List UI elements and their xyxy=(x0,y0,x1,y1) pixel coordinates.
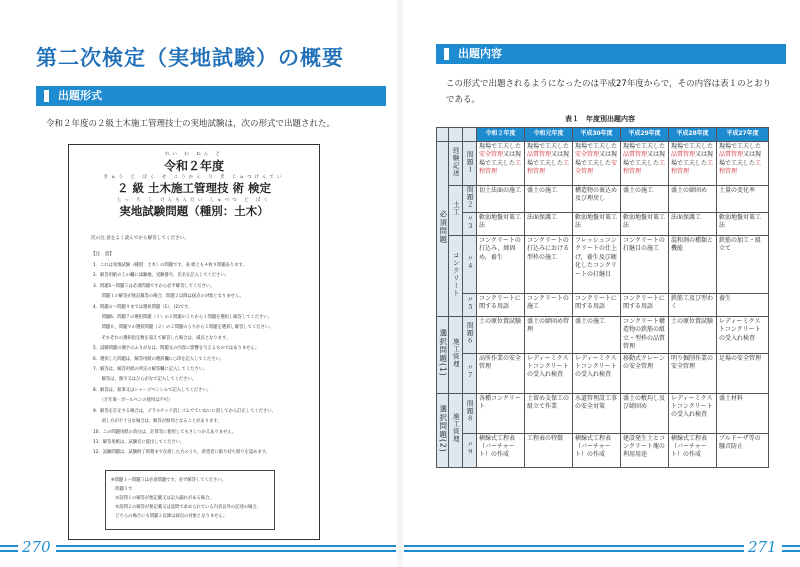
exam-q-line: 問題１で xyxy=(111,487,133,492)
category-experience: 経験記述 xyxy=(449,142,463,186)
footer-stripe-right-long xyxy=(404,545,744,552)
table-cell: レディーミクストコンクリートの受入れ検査 xyxy=(669,393,717,433)
question-number: 〃９ xyxy=(463,433,477,467)
table-row xyxy=(437,353,769,393)
exam-required-notice-box xyxy=(105,470,275,530)
table-cell: 横線式工程表（バーチャート）の作成 xyxy=(477,433,525,467)
table-cell: レディーミクストコンクリートの受入れ検査 xyxy=(525,353,573,393)
table-row xyxy=(437,212,769,235)
table-cell: 養生 xyxy=(717,293,769,316)
exam-q-line: ②設問２の解答が無記載又は設問で求められている内容以外の記述の場合， xyxy=(111,505,261,510)
section-heading-content: 出題内容 xyxy=(436,44,786,64)
footer-stripe-left xyxy=(0,545,18,552)
exam-note: 問題6，問題７の選択問題（１）の２問題のうちから１問題を選択し解答してください。 xyxy=(93,315,272,321)
question-number: 〃４ xyxy=(463,235,477,293)
table-cell: 明り掘削作業の安全管理 xyxy=(669,353,717,393)
table-row xyxy=(437,186,769,213)
table-cell: 構造物の裏込め及び埋戻し xyxy=(573,186,621,213)
table-cell: 軟弱地盤対策工法 xyxy=(477,212,525,235)
table-cell: 現場で工夫した安全管理又は現場で工夫した工程管理 xyxy=(477,142,525,186)
table-cell: 土量の変化率 xyxy=(717,186,769,213)
header-year: 令和元年度 xyxy=(525,128,573,142)
table-cell: 各種コンクリート xyxy=(477,393,525,433)
header-corner xyxy=(437,128,449,142)
footer-stripe-left-long xyxy=(56,545,396,552)
category-earthwork: 土工 xyxy=(449,186,463,236)
group-required: 必須問題 xyxy=(437,142,449,317)
group-selection-2: 選択問題(2) xyxy=(437,393,449,467)
right-page xyxy=(400,0,800,567)
table-cell: 法面保護工 xyxy=(669,212,717,235)
table-cell: 土留め支保工の組立て作業 xyxy=(525,393,573,433)
exam-title-type: 実地試験問題（種別：土木） xyxy=(119,204,269,218)
intro-text: 令和２年度の２級土木施工管理技士の実地試験は，次の形式で出題された。 xyxy=(46,119,336,129)
table-cell: コンクリートの打込み，締固め，養生 xyxy=(477,235,525,293)
header-corner xyxy=(463,128,477,142)
table-cell: 土の原位置試験 xyxy=(477,316,525,353)
exam-notice-heading: 【注 意】 xyxy=(91,252,114,257)
exam-q-line: ※問題１～問題５は必須問題です。必ず解答してください。 xyxy=(111,478,226,483)
table-cell: 水道管埋設工事の安全対策 xyxy=(573,393,621,433)
table-cell: 高所作業の安全管理 xyxy=(477,353,525,393)
table-cell: 移動式クレーンの安全管理 xyxy=(621,353,669,393)
table-row xyxy=(437,293,769,316)
exam-title-grade: ２ 級 土木施工管理技 術 検定 xyxy=(116,181,271,195)
exam-note: 9．解答を訂正する場合は，プラスチック消しゴムでていねいに消してから訂正してください。 xyxy=(93,408,276,414)
header-corner xyxy=(449,128,463,142)
table-cell: 足場の安全管理 xyxy=(717,353,769,393)
table-cell: コンクリートに関する用語 xyxy=(621,293,669,316)
exam-note: 11．解答用紙は，試験官に提出してください。 xyxy=(93,439,185,445)
exam-note: 1．これは実地試験（種別：土木）の問題です。表 紙とも４枚９問題あります。 xyxy=(93,263,247,268)
table-cell: 現場で工夫した品質管理又は現場で工夫した工程管理 xyxy=(621,142,669,186)
table-row xyxy=(437,142,769,186)
table-cell: コンクリートに関する用語 xyxy=(573,293,621,316)
header-year: 令和２年度 xyxy=(477,128,525,142)
table-cell: 横線式工程表（バーチャート）の作成 xyxy=(573,433,621,467)
category-concrete: コンクリート xyxy=(449,235,463,316)
table-cell: コンクリート構造物の鉄筋の組立・型枠の品質管理 xyxy=(621,316,669,353)
exam-note: それぞれの選択指定数を超えて解答した場合は，減点となります。 xyxy=(93,335,231,341)
question-number: 〃７ xyxy=(463,353,477,393)
header-year: 平成29年度 xyxy=(621,128,669,142)
exam-note: 消し方が不十分な場合は，解答が無効となることがあります。 xyxy=(93,419,222,425)
table-cell: 軟弱地盤対策工法 xyxy=(621,212,669,235)
table-row xyxy=(437,316,769,353)
page-number-left: 270 xyxy=(22,538,51,556)
exam-ruby-3: じっ ち し けんもんだい しゅべつ ど ぼく xyxy=(116,198,272,203)
table-row xyxy=(437,433,769,467)
exam-q-line: どちらの場合にも問題２以降は採点の対象となりません。 xyxy=(111,514,228,519)
table-cell: フレッシュコンクリートの仕上げ，養生及び硬化したコンクリートの打継目 xyxy=(573,235,621,293)
group-selection-1: 選択問題(1) xyxy=(437,316,449,393)
table-cell: 盛土の施工 xyxy=(525,186,573,213)
table-cell: 現場で工夫した品質管理又は現場で工夫した工程管理 xyxy=(669,142,717,186)
table-cell: 土の原位置試験 xyxy=(669,316,717,353)
exam-ruby-1: れい わ ねん ど xyxy=(164,152,224,157)
table-header-row xyxy=(437,128,769,142)
footer-stripe-right xyxy=(782,545,800,552)
intro-text-right: この形式で出題されるようになったのは平成27年度からで，その内容は表１のとおりである。 xyxy=(446,79,772,105)
table-title: 表１ 年度別出題内容 xyxy=(565,115,635,123)
table-cell: 盛土の締固め xyxy=(669,186,717,213)
exam-note: （万年筆・ボールペンの使用は不可） xyxy=(93,398,173,404)
exam-note: 8．解答は，鉛筆又はシャープペンシルで記入してください。 xyxy=(93,387,212,393)
exam-q-line: ①設問１の解答が無記載又は記入漏れがある場合， xyxy=(111,496,214,501)
category-management-1: 施工管理 xyxy=(449,316,463,393)
exam-cover-sheet xyxy=(68,144,320,540)
table-cell: 現場で工夫した安全管理又は現場で工夫した安全管理 xyxy=(573,142,621,186)
table-cell: ブルドーザ等の騒音防止 xyxy=(717,433,769,467)
question-number: 問題６ xyxy=(463,316,477,353)
table-cell: 鉄筋工及び型わく xyxy=(669,293,717,316)
table-cell: 盛土の締固め管理 xyxy=(525,316,573,353)
exam-note: 解答は，漢字又はひらがなで記入してください。 xyxy=(93,377,197,383)
exam-note: 5．試験問題の漢字のふりがなは，問題文の内容に影響を与えるものではありません。 xyxy=(93,346,260,352)
exam-title-year: 令和２年度 xyxy=(163,159,224,173)
category-management-2: 施工管理 xyxy=(449,393,463,467)
table-cell: レディーミクストコンクリートの受入れ検査 xyxy=(573,353,621,393)
exam-lead: 次の注 意をよく読んでから解答してください。 xyxy=(91,236,189,241)
exam-notes-list xyxy=(93,261,305,459)
question-number: 〃３ xyxy=(463,212,477,235)
table-cell: 横線式工程表（バーチャート）の作成 xyxy=(669,433,717,467)
header-year: 平成27年度 xyxy=(717,128,769,142)
table-row xyxy=(437,393,769,433)
exam-note: 問題１の解答が無記載等の場合，問題２以降は採点の対象となりません。 xyxy=(93,294,244,300)
table-cell: 建設発生土とコンクリート塊の利用用途 xyxy=(621,433,669,467)
table-cell: 盛土の施工 xyxy=(621,186,669,213)
header-year: 平成28年度 xyxy=(669,128,717,142)
page-title: 第二次検定（実地試験）の概要 xyxy=(36,46,344,70)
table-cell: 軟弱地盤対策工法 xyxy=(717,212,769,235)
question-number: 問題２ xyxy=(463,186,477,213)
exam-note: 12．試験問題は，試験終了時刻まで在席した方のうち，希望者に限り持ち帰りを認めます。 xyxy=(93,450,270,456)
table-cell: 現場で工夫した品質管理又は現場で工夫した工程管理 xyxy=(525,142,573,186)
header-year: 平成30年度 xyxy=(573,128,621,142)
exam-content-table xyxy=(436,127,769,468)
question-number: 問題８ xyxy=(463,393,477,433)
question-number: 〃５ xyxy=(463,293,477,316)
page-number-right: 271 xyxy=(748,538,777,556)
exam-note: 2．解答用紙の上の欄に試験地，受験番号，氏名を記入してください。 xyxy=(93,273,229,279)
table-cell: 盛土の施工 xyxy=(573,316,621,353)
exam-note: 4．問題６～問題９までは選択問題（1），(2)です。 xyxy=(93,304,193,310)
table-cell: 現場で工夫した品質管理又は現場で工夫した工程管理 xyxy=(717,142,769,186)
table-cell: 盛土の敷均し及び締固め xyxy=(621,393,669,433)
table-cell: 混和剤の種類と機能 xyxy=(669,235,717,293)
exam-ruby-2: きゅう ど ぼく せ こうかん り ぎ じゅつけんてい xyxy=(103,175,285,180)
table-cell: コンクリートの施工 xyxy=(525,293,573,316)
exam-note: 10．この問題用紙の余白は，計算等に使用してもさしつかえありません。 xyxy=(93,429,237,435)
table-cell: 鉄筋の加工・組立て xyxy=(717,235,769,293)
table-cell: コンクリートの打継目の施工 xyxy=(621,235,669,293)
exam-note: 6．選択した問題は，解答用紙の選択欄に○印を記入してください。 xyxy=(93,356,225,362)
section-heading-format: 出題形式 xyxy=(36,86,386,106)
table-cell: 法面保護工 xyxy=(525,212,573,235)
table-cell: コンクリートに関する用語 xyxy=(477,293,525,316)
table-cell: 盛土材料 xyxy=(717,393,769,433)
exam-note: 3．問題1～問題５は必須問題ですから必ず解答してください。 xyxy=(93,283,215,289)
table-cell: レディーミクストコンクリートの受入れ検査 xyxy=(717,316,769,353)
table-cell: 軟弱地盤対策工法 xyxy=(573,212,621,235)
question-number: 問題１ xyxy=(463,142,477,186)
table-cell: 切土法面の施工 xyxy=(477,186,525,213)
table-row xyxy=(437,235,769,293)
table-cell: 工程表の特徴 xyxy=(525,433,573,467)
exam-note: 7．解答は，解答用紙の所定の解答欄に記入してください。 xyxy=(93,367,208,373)
table-cell: コンクリートの打込みにおける型枠の施工 xyxy=(525,235,573,293)
exam-note: 問題８，問題９の選択問題（２）の２問題のうちから１問題を選択し解答してください。 xyxy=(93,325,274,331)
